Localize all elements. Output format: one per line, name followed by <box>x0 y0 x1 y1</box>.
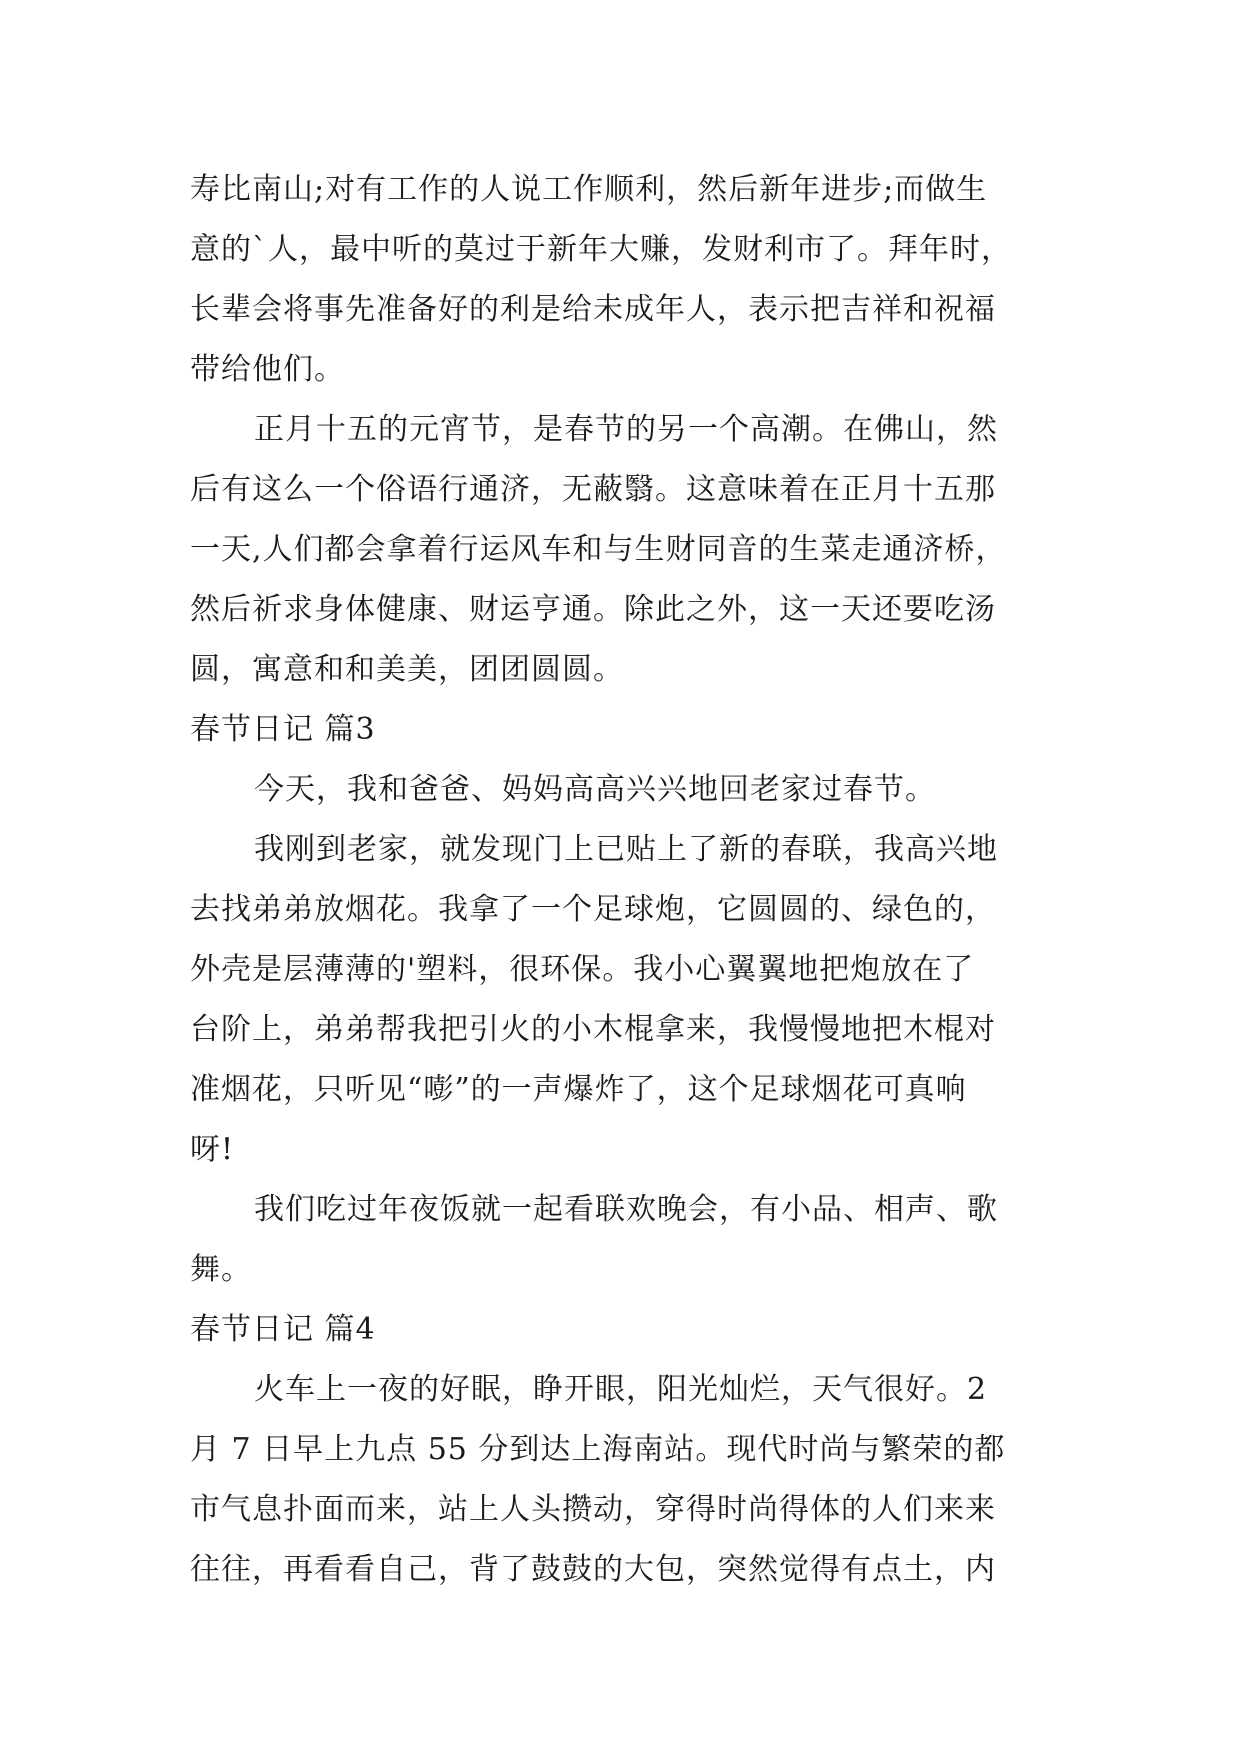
text-line: 台阶上，弟弟帮我把引火的小木棍拿来，我慢慢地把木棍对 <box>190 1012 996 1047</box>
text-line: 火车上一夜的好眠，睁开眼，阳光灿烂，天气很好。2 <box>254 1372 988 1407</box>
text-line: 我刚到老家，就发现门上已贴上了新的春联，我高兴地 <box>254 832 998 867</box>
section-heading: 春节日记 篇3 <box>190 712 376 747</box>
text-line: 舞。 <box>190 1252 252 1287</box>
text-line: 外壳是层薄薄的'塑料，很环保。我小心翼翼地把炮放在了 <box>190 952 975 987</box>
text-line: 长辈会将事先准备好的利是给未成年人，表示把吉祥和祝福 <box>190 292 996 327</box>
text-line: 准烟花，只听见“嘭”的一声爆炸了，这个足球烟花可真响 <box>190 1072 967 1107</box>
text-line: 呀! <box>190 1132 235 1167</box>
section-heading: 春节日记 篇4 <box>190 1312 376 1347</box>
text-line: 寿比南山;对有工作的人说工作顺利，然后新年进步;而做生 <box>190 172 988 207</box>
text-line: 一天,人们都会拿着行运风车和与生财同音的生菜走通济桥， <box>190 532 1007 567</box>
text-line: 意的`人，最中听的莫过于新年大赚，发财利市了。拜年时， <box>190 232 1012 267</box>
text-line: 然后祈求身体健康、财运亨通。除此之外，这一天还要吃汤 <box>190 592 996 627</box>
text-line: 圆，寓意和和美美，团团圆圆。 <box>190 652 624 687</box>
text-line: 带给他们。 <box>190 352 345 387</box>
text-line: 后有这么一个俗语行通济，无蔽翳。这意味着在正月十五那 <box>190 472 996 507</box>
document-page <box>190 160 1050 1600</box>
text-line: 去找弟弟放烟花。我拿了一个足球炮，它圆圆的、绿色的， <box>190 892 996 927</box>
text-line: 我们吃过年夜饭就一起看联欢晚会，有小品、相声、歌 <box>254 1192 998 1227</box>
text-line: 月 7 日早上九点 55 分到达上海南站。现代时尚与繁荣的都 <box>190 1432 1006 1467</box>
text-line: 正月十五的元宵节，是春节的另一个高潮。在佛山，然 <box>254 412 998 447</box>
text-line: 往往，再看看自己，背了鼓鼓的大包，突然觉得有点土，内 <box>190 1552 996 1587</box>
text-line: 今天，我和爸爸、妈妈高高兴兴地回老家过春节。 <box>254 772 936 807</box>
text-line: 市气息扑面而来，站上人头攒动，穿得时尚得体的人们来来 <box>190 1492 996 1527</box>
